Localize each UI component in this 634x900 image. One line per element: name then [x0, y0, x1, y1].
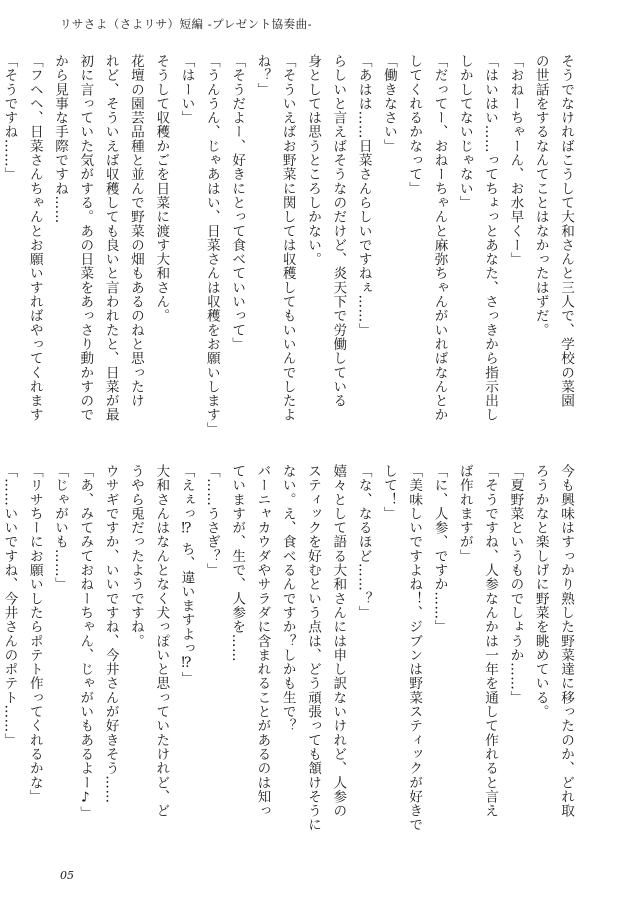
text-line: 「そうですね……」	[1, 54, 18, 182]
text-line: ば作れますが」	[456, 464, 473, 564]
text-line: 「夏野菜というものでしょうか……」	[507, 464, 524, 705]
text-line: 花壇の園芸品種と並んで野菜の畑もあるのねと思ったけ	[127, 54, 144, 408]
text-line: 「フヘヘ、日菜さんちゃんとお願いすればやってくれます	[26, 54, 43, 422]
text-line: うやら兎だったようですね。	[127, 464, 144, 648]
text-line: 「そうだよー、好きにとって食べていいって」	[229, 54, 246, 352]
text-line: れど、そういえば収穫しても良いと言われたと、日菜が最	[102, 54, 119, 422]
text-line: 「はいはい……ってちょっとあなた、さっきから指示出し	[482, 54, 499, 422]
text-line: 「あ、みてみておねーちゃん、じゃがいもあるよー♪」	[77, 464, 94, 821]
text-line: 嬉々として語る大和さんには申し訳ないけれど、人参の	[330, 464, 347, 818]
text-line: の世話をするなんてことはなかったはずだ。	[532, 54, 549, 337]
text-line: そうして収穫かごを日菜に渡す大和さん。	[153, 54, 170, 323]
text-line: 今も興味はすっかり熟した野菜達に移ったのか、どれ取	[558, 464, 574, 818]
text-line: そうでなければこうして大和さんと三人で、学校の菜園	[558, 54, 574, 408]
text-line: 身としては思うところしかない。	[305, 54, 322, 267]
text-line: 「うんうん、じゃあはい、日菜さんは収穫をお願いします」	[203, 54, 220, 437]
page-number: 05	[60, 869, 74, 882]
text-line: ね？」	[254, 54, 271, 97]
text-line: しかしてないじゃない」	[456, 54, 473, 210]
text-line: ていますが、生で、人参を……	[229, 464, 246, 663]
text-line: 「そうですね、人参なんかは一年を通して作れると言え	[482, 464, 499, 818]
text-line: 大和さんはなんとなく犬っぽいと思っていたけれど、ど	[153, 464, 170, 818]
text-line: 「リサちーにお願いしたらポテト作ってくれるかな」	[26, 464, 43, 804]
text-line: 「おねーちゃーん、お水早くー」	[507, 54, 524, 267]
text-line: 「はーい」	[178, 54, 195, 125]
text-line: ろうかなと楽しげに野菜を眺めている。	[532, 464, 549, 719]
text-line: らしいと言えばそうなのだけど、炎天下で労働している	[330, 54, 347, 408]
text-line: 「な、なるほど……？」	[355, 464, 372, 620]
text-line: 「だってー、おねーちゃんと麻弥ちゃんがいればなんとか	[431, 54, 448, 422]
text-line: から見事な手際ですね……	[52, 54, 69, 224]
text-line: 「じゃがいも……」	[52, 464, 69, 592]
text-line: 「そういえばお野菜に関しては収穫してもいいんでしたよ	[279, 54, 296, 422]
text-line: 「……うさぎ？」	[203, 464, 220, 578]
text-line: 「に、人参、ですか……」	[431, 464, 448, 634]
text-line: 「……いいですね、今井さんのポテト……」	[1, 464, 18, 747]
text-line: ウサギですか、いいですね、今井さんが好きそう……	[102, 464, 119, 804]
text-line: スティックを好むという点は、どう頑張っても頷けそうに	[305, 464, 322, 832]
text-line: 初に言っていた気がする。あの日菜をあっさり動かすので	[77, 54, 94, 422]
text-block-bottom	[0, 464, 578, 844]
text-line: 「働きなさい」	[380, 54, 397, 154]
running-header: リサさよ（さよリサ）短編 -プレゼント協奏曲-	[60, 17, 313, 31]
text-line: 「あはは……日菜さんらしいですねぇ……」	[355, 54, 372, 337]
text-block-top	[0, 54, 578, 437]
text-line: して！」	[380, 464, 397, 521]
text-line: バーニャカウダやサラダに含まれることがあるのは知っ	[254, 464, 271, 818]
text-line: 「えぇっ⁉ ち、違いますよっ⁉」	[178, 464, 195, 686]
text-line: 「美味しいですよね！、ジブンは野菜スティックが好きで	[406, 464, 423, 832]
text-line: してくれるかなって」	[406, 54, 423, 196]
text-line: ない。え、食べるんですか？しかも生で？	[279, 464, 296, 733]
